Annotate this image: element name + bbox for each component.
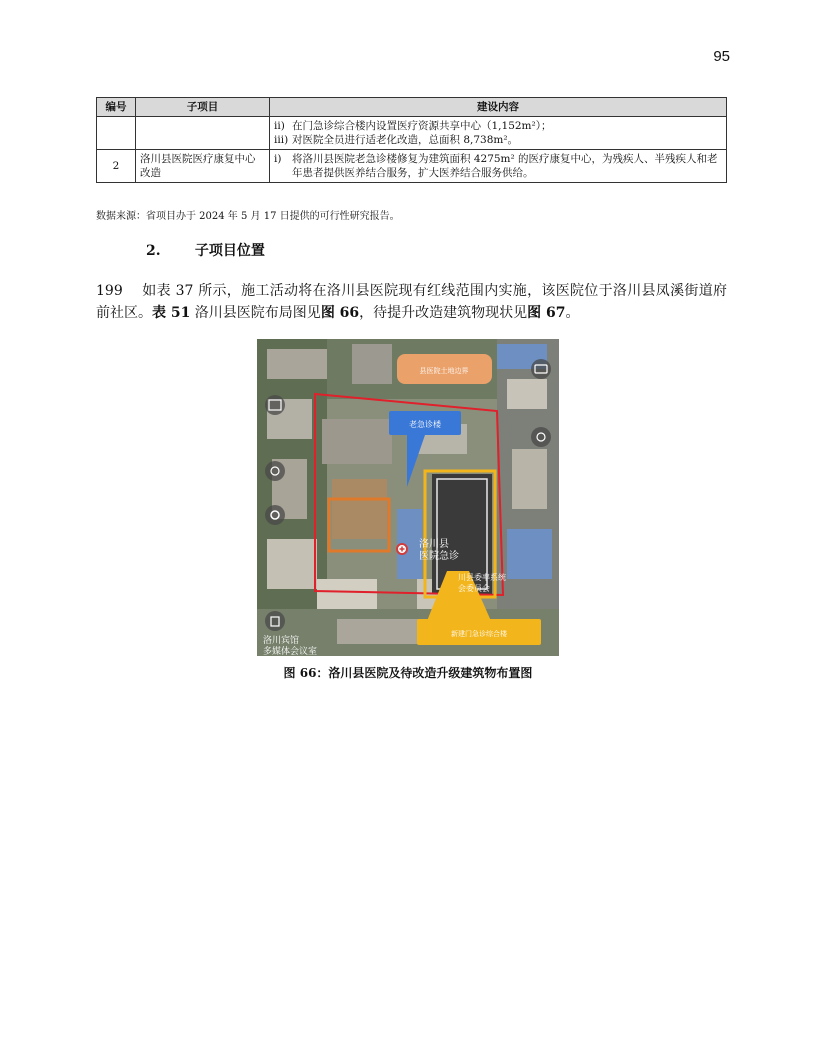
section-number: 2. (146, 243, 161, 259)
map-refresh-icon[interactable] (531, 427, 551, 447)
map-roof (352, 344, 392, 384)
row-content (270, 150, 727, 183)
boundary-callout-label: 县医院土地边界 (419, 367, 469, 375)
map-layers-icon[interactable] (265, 395, 285, 415)
item-text: 将洛川县医院老急诊楼修复为建筑面积 4275m² 的医疗康复中心，为残疾人、半残疾人和老年患者提供医养结合服务，扩大医养结合服务供给。 (292, 153, 718, 179)
paragraph-text: 。 (565, 305, 580, 321)
content-item (274, 119, 722, 133)
figure-67-reference-link[interactable]: 图 67 (527, 305, 566, 321)
table-reference-link[interactable]: 表 51 (152, 305, 191, 321)
item-mark: ii) (274, 120, 285, 132)
row-content (270, 117, 727, 150)
row-number: 2 (97, 150, 136, 183)
map-roof (337, 619, 427, 644)
map-roof (507, 379, 547, 409)
map-roof (267, 539, 317, 589)
paragraph-text: 洛川县医院布局图见 (190, 305, 321, 321)
paragraph-199 (96, 280, 727, 324)
map-delete-icon[interactable] (265, 611, 285, 631)
map-roof (332, 479, 387, 539)
row-subproject: 洛川县医院医疗康复中心改造 (136, 150, 270, 183)
source-note: 数据来源：省项目办于 2024 年 5 月 17 日提供的可行性研究报告。 (96, 211, 400, 222)
content-item (274, 152, 722, 180)
hospital-map-label: 医院急诊 (419, 551, 459, 562)
figure-66-reference-link[interactable]: 图 66 (320, 305, 360, 321)
item-text: 在门急诊综合楼内设置医疗资源共享中心（1,152m²）； (292, 120, 552, 132)
map-roof (507, 529, 552, 579)
item-mark: iii) (274, 134, 289, 146)
old-building-callout-label: 老急诊楼 (409, 420, 441, 429)
section-heading (146, 240, 265, 260)
row-subproject (136, 117, 270, 150)
figure-caption: 图 66：洛川县医院及待改造升级建筑物布置图 (283, 666, 533, 680)
construction-content-table (96, 97, 727, 183)
map-roof (322, 419, 392, 464)
map-camera-icon[interactable] (531, 359, 551, 379)
section-title: 子项目位置 (194, 243, 265, 259)
new-building-callout-label: 新建门急诊综合楼 (451, 630, 507, 638)
item-mark: i) (274, 153, 282, 165)
map-roof (512, 449, 547, 509)
table-row (97, 150, 727, 183)
map-tool-icon[interactable] (265, 461, 285, 481)
hotel-map-label: 洛川宾馆 (263, 636, 300, 646)
header-content: 建设内容 (270, 98, 727, 117)
table-header-row (97, 98, 727, 117)
map-settings-icon[interactable] (265, 505, 285, 525)
header-number: 编号 (97, 98, 136, 117)
content-item (274, 133, 722, 147)
paragraph-number: 199 (96, 283, 123, 299)
map-roof (267, 349, 327, 379)
item-text: 对医院全员进行适老化改造，总面积 8,738m²。 (292, 134, 519, 146)
paragraph-text: 如表 37 所示，施工活动将在洛川县医院现有红线范围内实施，该医院位于洛川县凤溪街道府前社区。 (96, 283, 727, 321)
map-roof (317, 579, 377, 609)
header-subproject: 子项目 (136, 98, 270, 117)
paragraph-text: ，待提升改造建筑物现状见 (359, 305, 528, 321)
hospital-map-label: 洛川县 (419, 539, 449, 550)
table-row (97, 117, 727, 150)
page-number: 95 (713, 48, 730, 65)
site-map-figure (257, 339, 559, 656)
hotel-map-label: 多媒体会议室 (263, 647, 318, 656)
row-number (97, 117, 136, 150)
committee-map-label: 会委员会 (458, 584, 490, 593)
committee-map-label: 川县委率系统 (458, 573, 506, 582)
